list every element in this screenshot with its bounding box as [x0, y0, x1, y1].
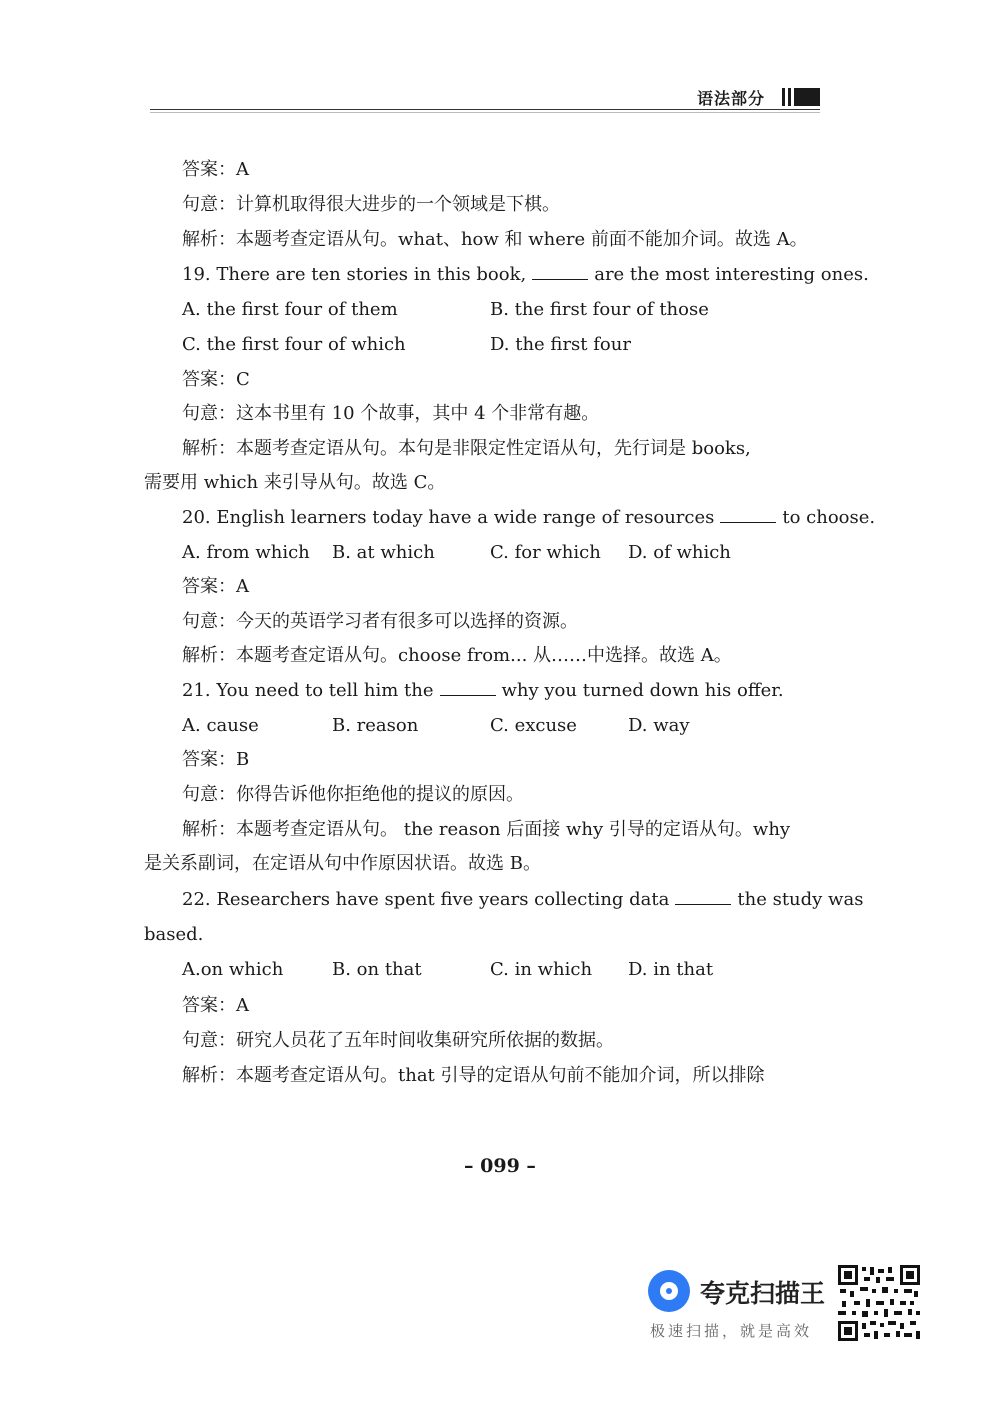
- answer-21: 答案：B: [182, 749, 250, 770]
- qr-code-icon: [838, 1265, 920, 1341]
- analysis-21: 解析：本题考查定语从句。 the reason 后面接 why 引导的定语从句。why: [182, 819, 791, 840]
- analysis-19-cont: 需要用 which 来引导从句。故选 C。: [144, 472, 446, 493]
- analysis-21-cont: 是关系副词，在定语从句中作原因状语。故选 B。: [144, 853, 541, 874]
- analysis-18: 解析：本题考查定语从句。what、how 和 where 前面不能加介词。故选 A。: [182, 229, 808, 250]
- option-21-c: C. excuse: [490, 715, 577, 736]
- meaning-18: 句意：计算机取得很大进步的一个领域是下棋。: [182, 194, 560, 215]
- option-20-d: D. of which: [628, 542, 731, 563]
- option-19-d: D. the first four: [490, 334, 631, 355]
- meaning-21: 句意：你得告诉他你拒绝他的提议的原因。: [182, 784, 524, 805]
- option-22-b: B. on that: [332, 959, 422, 980]
- option-20-c: C. for which: [490, 542, 601, 563]
- option-21-b: B. reason: [332, 715, 419, 736]
- answer-20: 答案：A: [182, 576, 249, 597]
- answer-18: 答案：A: [182, 159, 249, 180]
- header-rule-secondary: [150, 112, 820, 113]
- analysis-19: 解析：本题考查定语从句。本句是非限定性定语从句，先行词是 books,: [182, 438, 751, 459]
- question-21: 21. You need to tell him the why you turned down his offer.: [182, 680, 784, 701]
- question-22-cont: based.: [144, 924, 204, 945]
- section-title: 语法部分: [697, 89, 766, 108]
- option-22-a: A.on which: [182, 959, 284, 980]
- answer-blank: [675, 890, 731, 905]
- scanner-logo-icon: [648, 1270, 690, 1312]
- option-21-d: D. way: [628, 715, 690, 736]
- question-19: 19. There are ten stories in this book, are the most interesting ones.: [182, 264, 869, 285]
- answer-blank: [440, 681, 496, 696]
- analysis-20: 解析：本题考查定语从句。choose from... 从……中选择。故选 A。: [182, 645, 732, 666]
- option-19-b: B. the first four of those: [490, 299, 709, 320]
- option-20-b: B. at which: [332, 542, 435, 563]
- meaning-19: 句意：这本书里有 10 个故事，其中 4 个非常有趣。: [182, 403, 600, 424]
- option-19-a: A. the first four of them: [182, 299, 398, 320]
- answer-blank: [532, 265, 588, 280]
- answer-blank: [720, 508, 776, 523]
- question-22: 22. Researchers have spent five years collecting data the study was: [182, 889, 864, 910]
- option-19-c: C. the first four of which: [182, 334, 406, 355]
- option-21-a: A. cause: [182, 715, 259, 736]
- header-rule: [150, 109, 820, 110]
- answer-22: 答案：A: [182, 995, 249, 1016]
- option-22-c: C. in which: [490, 959, 593, 980]
- answer-19: 答案：C: [182, 369, 250, 390]
- meaning-22: 句意：研究人员花了五年时间收集研究所依据的数据。: [182, 1030, 614, 1051]
- analysis-22: 解析：本题考查定语从句。that 引导的定语从句前不能加介词，所以排除: [182, 1065, 765, 1086]
- option-22-d: D. in that: [628, 959, 714, 980]
- scanner-slogan: 极速扫描，就是高效: [650, 1322, 813, 1340]
- scanner-brand-name: 夸克扫描王: [700, 1279, 826, 1308]
- meaning-20: 句意：今天的英语学习者有很多可以选择的资源。: [182, 611, 578, 632]
- question-20: 20. English learners today have a wide range of resources to choose.: [182, 507, 876, 528]
- page-number: – 099 –: [464, 1155, 536, 1177]
- option-20-a: A. from which: [182, 542, 310, 563]
